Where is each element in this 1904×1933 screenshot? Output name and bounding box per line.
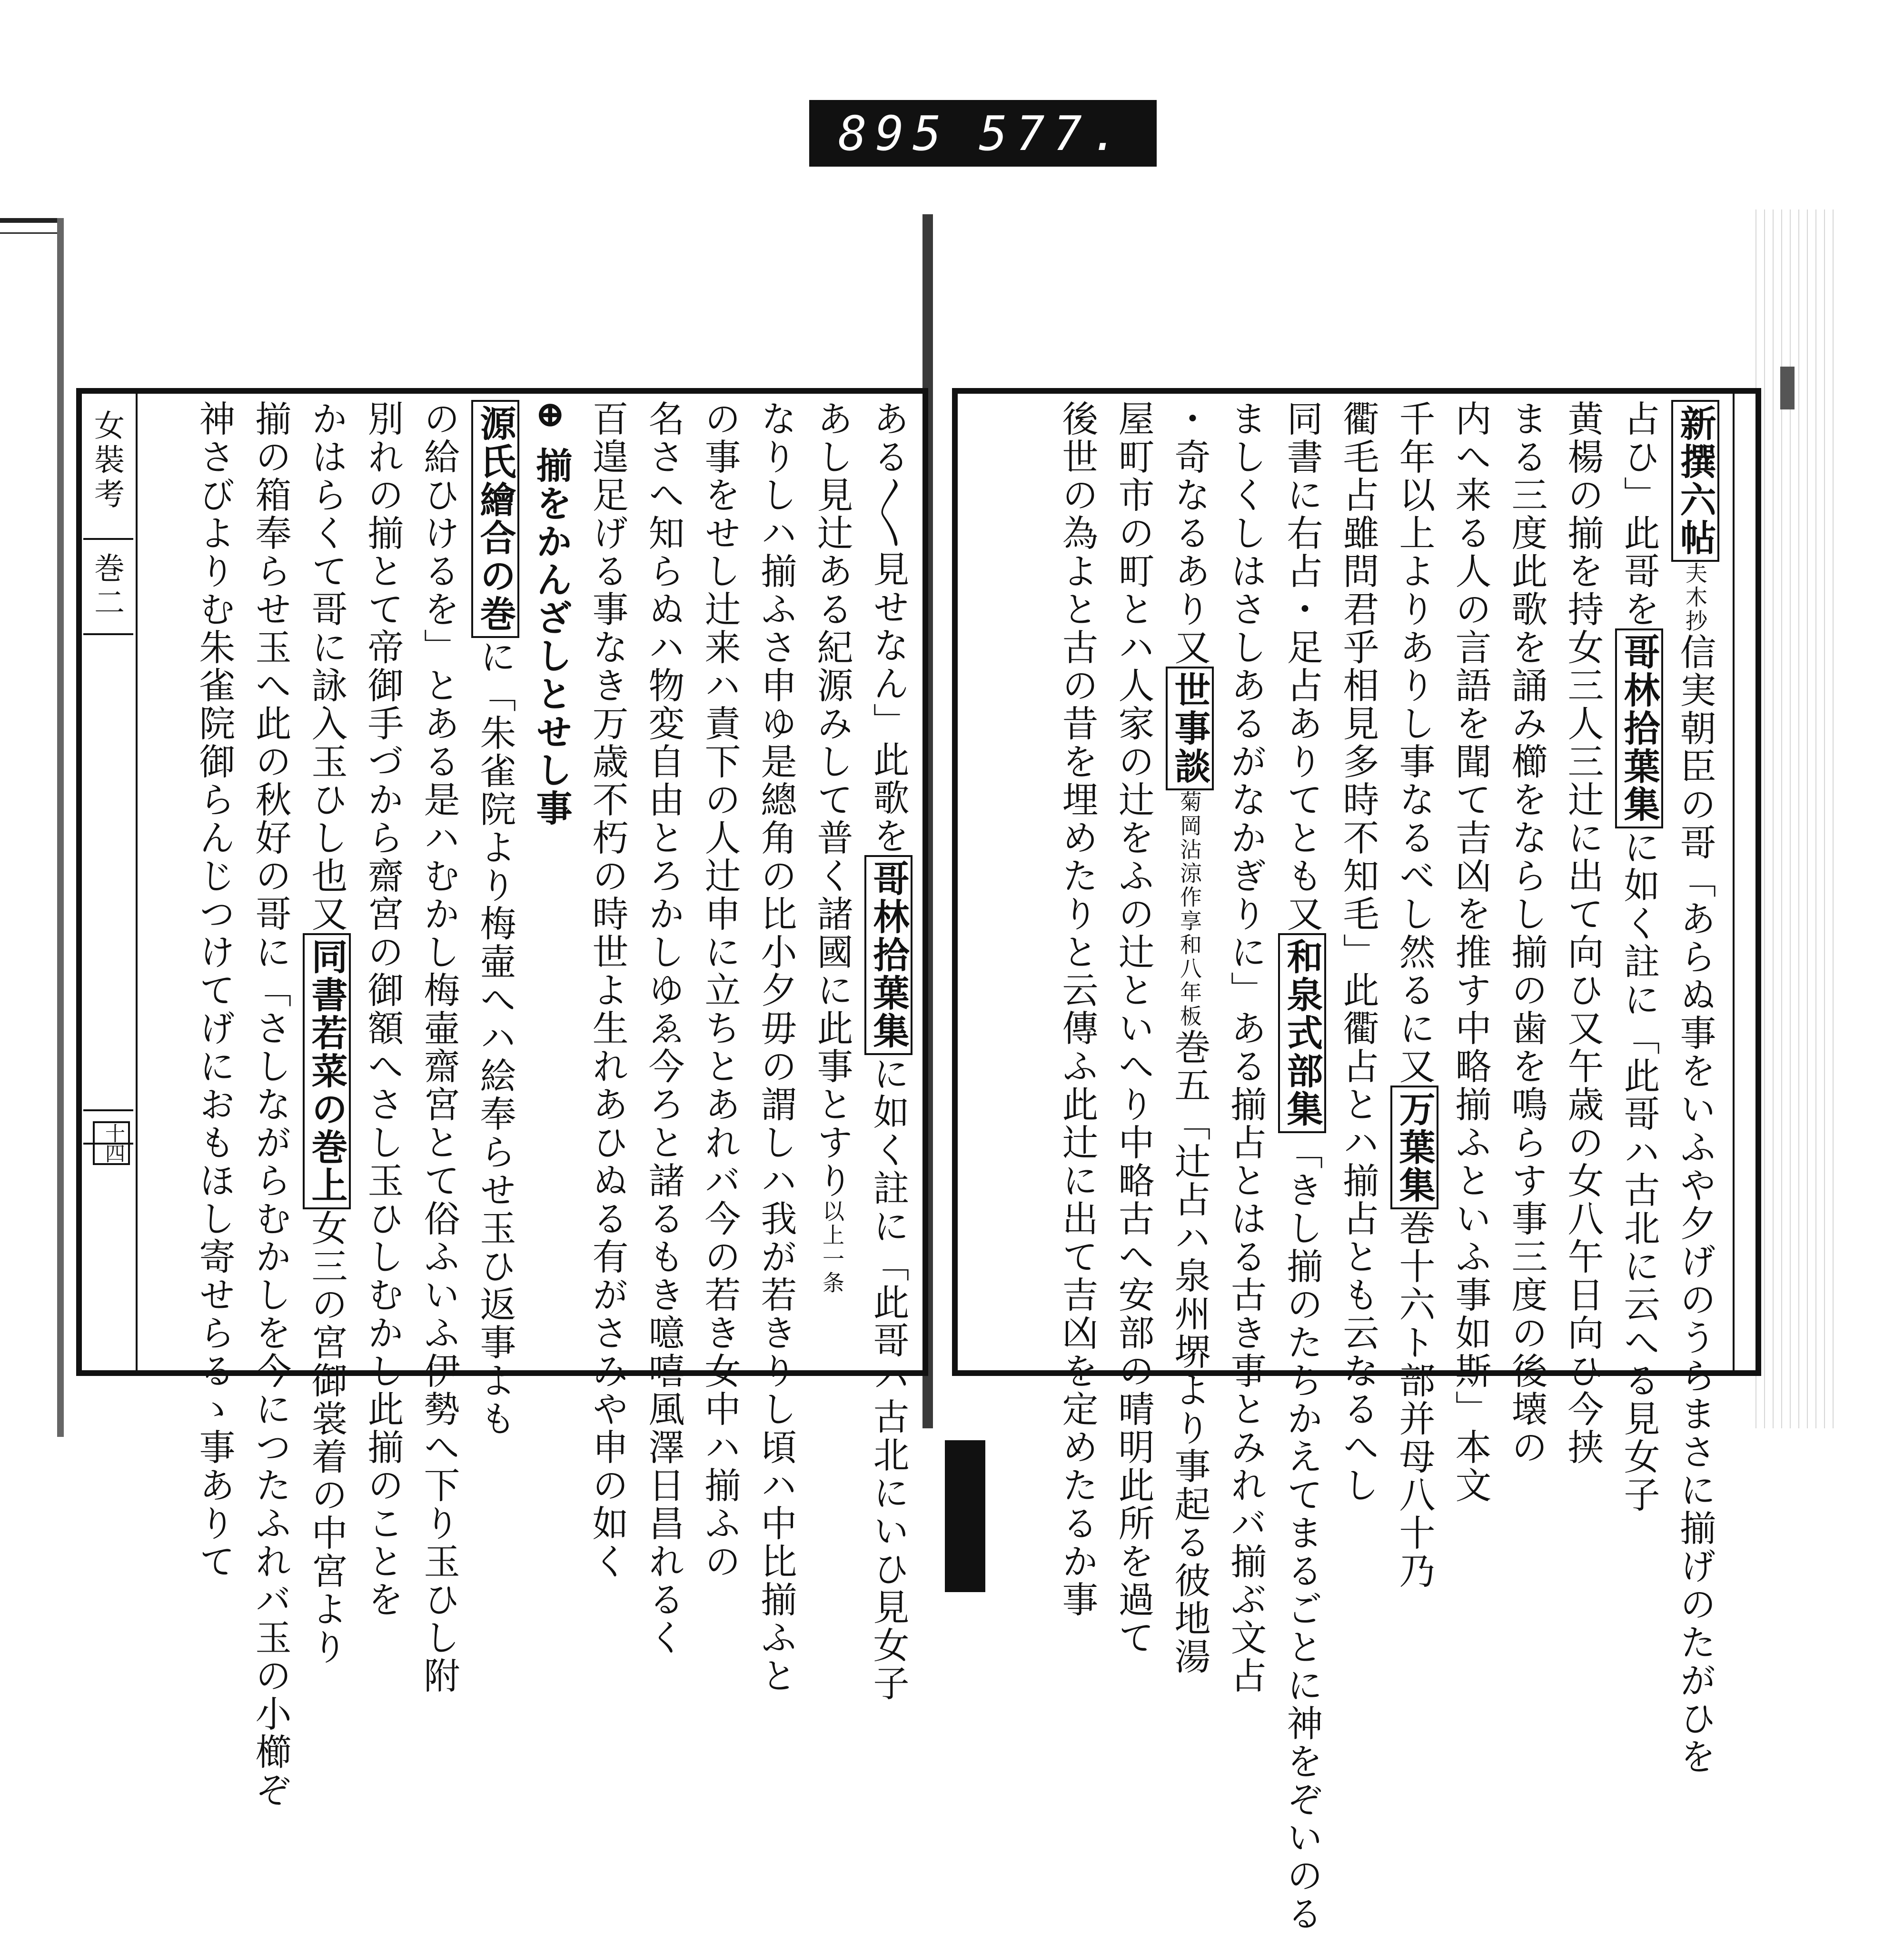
page-stack-mark bbox=[1780, 367, 1795, 409]
text-segment: 「きし揃のたちかえてまるごとに神をぞいのる bbox=[1281, 1133, 1323, 1933]
text-segment: 」此歌を bbox=[867, 703, 910, 855]
annotation-note: 夫木抄 bbox=[1682, 562, 1708, 633]
text-column bbox=[1105, 400, 1161, 1657]
text-segment: 」本文 bbox=[1449, 1390, 1492, 1505]
book-edge-line bbox=[0, 218, 62, 223]
text-segment: の給ひけるを bbox=[418, 400, 460, 628]
text-segment: の事をせし辻来ハ責下の人辻申に立ちとあれバ今の若き女中ハ揃ふの bbox=[699, 400, 741, 1581]
text-column bbox=[467, 400, 523, 1438]
text-column bbox=[1330, 400, 1386, 1505]
text-segment: 内へ来る人の言語を聞て吉凶を推す中略揃ふといふ事如斯 bbox=[1449, 400, 1492, 1390]
text-column bbox=[523, 400, 579, 1290]
left-page-text bbox=[145, 400, 916, 1809]
margin-divider bbox=[83, 1109, 133, 1111]
boxed-source-title: 源氏繪合の巻 bbox=[471, 400, 519, 638]
text-segment: 巻十六 bbox=[1393, 1209, 1436, 1324]
text-segment: 千年以上よりありし事なるべし然るに又 bbox=[1393, 400, 1436, 1086]
book-edge-line bbox=[0, 232, 62, 234]
text-segment: ト部并母八十乃 bbox=[1393, 1324, 1436, 1590]
annotation-note: 以上一条 bbox=[819, 1200, 845, 1295]
text-segment: 又 bbox=[1281, 895, 1323, 933]
text-segment: あし bbox=[811, 400, 853, 476]
margin-divider bbox=[83, 538, 133, 540]
text-segment: 同書に右占・足占ありてとも bbox=[1281, 400, 1323, 895]
text-column bbox=[748, 400, 804, 1695]
text-segment: に如く註に「此哥ハ古北に云へる見女子 bbox=[1618, 828, 1660, 1514]
text-segment: 百遑足げる事なき万歳不朽の時世よ生れあひぬる有がさみや申の如く bbox=[586, 400, 629, 1581]
text-column bbox=[1218, 400, 1274, 1695]
text-segment: 」とある是ハむかし梅壷齋宮とて俗ふいふ伊勢へ下り玉ひし附 bbox=[418, 628, 460, 1695]
text-segment: 」此衢占とハ揃占とも云なるへし bbox=[1337, 933, 1379, 1505]
boxed-source-title: 哥林拾葉集 bbox=[1615, 628, 1663, 828]
boxed-source-title: 同書若菜の巻上 bbox=[303, 933, 351, 1209]
text-segment: 屋町市の町とハ人家の辻をふの辻といへり中略古へ安部の晴明此所を過て bbox=[1112, 400, 1155, 1657]
right-page-text bbox=[966, 400, 1723, 1933]
text-column bbox=[186, 400, 242, 1581]
text-segment: 巻五「辻占ハ泉州堺より事起る彼地湯 bbox=[1169, 1028, 1211, 1676]
text-column bbox=[1442, 400, 1498, 1505]
annotation-note: 菊岡沾涼作享和八年板 bbox=[1177, 790, 1202, 1028]
text-column bbox=[1498, 400, 1555, 1466]
text-segment: ・奇なるあり又 bbox=[1169, 400, 1211, 667]
archive-number-left: 895 bbox=[838, 105, 950, 161]
text-segment: ハ揃ふさ申ゆ是總角の比小夕毋の謂しハ我が若きりし頃ハ中比揃ふと bbox=[755, 514, 797, 1695]
text-segment: 占ひ bbox=[1618, 400, 1660, 476]
text-segment: 別れの揃とて帝御手づから齋宮の御額へさし玉ひしむかし此揃のことを bbox=[362, 400, 404, 1619]
text-column bbox=[298, 400, 355, 1666]
text-column bbox=[355, 400, 411, 1619]
boxed-source-title: 世事談 bbox=[1166, 667, 1214, 790]
left-margin-rule bbox=[136, 388, 138, 1376]
text-segment: 黄楊の揃を持女三人三辻に出て向ひ又午歳の女八午日向ひ今挟 bbox=[1562, 400, 1604, 1466]
text-segment: に如く註に「此哥ハ古北にいひ見女子 bbox=[867, 1055, 910, 1703]
boxed-source-title: 万葉集 bbox=[1390, 1086, 1438, 1209]
right-margin-rule bbox=[1733, 388, 1735, 1376]
text-column bbox=[635, 400, 692, 1657]
text-segment: に「朱雀院より梅壷へハ絵奉らせ玉ひ返事よも bbox=[474, 638, 516, 1438]
text-segment: 信実朝臣の哥「あらぬ事をいふや夕げのうらまさに揃げのたがひを bbox=[1674, 633, 1716, 1776]
text-column bbox=[411, 400, 467, 1695]
text-segment: 衢毛占雖問君乎相見多時不知毛 bbox=[1337, 400, 1379, 933]
left-book-edge bbox=[57, 218, 64, 1437]
text-segment: なりし bbox=[755, 400, 797, 514]
text-segment: 見辻ある紀源みして普く諸國に此事とすり bbox=[811, 476, 853, 1200]
text-column bbox=[1274, 400, 1330, 1933]
boxed-source-title: 哥林拾葉集 bbox=[864, 855, 912, 1055]
boxed-source-title: 和泉式部集 bbox=[1278, 933, 1326, 1133]
text-segment: 」ある揃占とはる古き事とみれバ揃ぶ文占 bbox=[1225, 971, 1267, 1695]
book-title: 女裝考 bbox=[89, 409, 124, 512]
text-column bbox=[1667, 400, 1723, 1776]
volume-label: 巻二 bbox=[89, 552, 124, 621]
text-segment: 女三の宮御裳着の中宮より bbox=[306, 1209, 348, 1666]
text-segment: 」此哥を bbox=[1618, 476, 1660, 628]
text-column bbox=[1049, 400, 1105, 1619]
margin-divider bbox=[83, 633, 133, 635]
section-heading: ⊕ 揃をかんざしとせし事 bbox=[530, 400, 573, 828]
text-column bbox=[1386, 400, 1442, 1590]
text-column bbox=[1161, 400, 1218, 1676]
text-column bbox=[242, 400, 298, 1809]
text-segment: ましくしはさしあるがなかぎりに bbox=[1225, 400, 1267, 971]
archive-label bbox=[809, 100, 1157, 167]
boxed-source-title: 新撰六帖 bbox=[1671, 400, 1719, 562]
text-segment: 神さびよりむ朱雀院御らんじつけてげにおもほし寄せらるゝ事ありて bbox=[193, 400, 236, 1581]
text-segment: 揃の箱奉らせ玉へ此の秋好の哥に「さしながらむかしを今につたふれバ玉の小櫛ぞ bbox=[249, 400, 292, 1809]
text-column bbox=[860, 400, 916, 1703]
page-number: 十四 bbox=[93, 1121, 130, 1165]
text-column bbox=[1611, 400, 1667, 1514]
text-column bbox=[1555, 400, 1611, 1466]
archive-number-right: 577. bbox=[979, 105, 1128, 161]
text-column bbox=[692, 400, 748, 1581]
text-segment: まる三度此歌を誦み櫛をならし揃の歯を鳴らす事三度の後壊の bbox=[1506, 400, 1548, 1466]
book-spine-shadow bbox=[945, 1440, 985, 1592]
text-segment: 後世の為よと古の昔を埋めたりと云傳ふ此辻に出て吉凶を定めたるか事 bbox=[1056, 400, 1099, 1619]
text-segment: かはらくて哥に詠入玉ひし也又 bbox=[306, 400, 348, 933]
text-column bbox=[579, 400, 635, 1581]
text-segment: 名さへ知らぬハ物変自由とろかしゆゑ今ろと諸るもき噫嘻風澤日昌れるく bbox=[643, 400, 685, 1657]
text-column bbox=[804, 400, 860, 1295]
text-segment: ある〳〵見せなん bbox=[867, 400, 910, 703]
